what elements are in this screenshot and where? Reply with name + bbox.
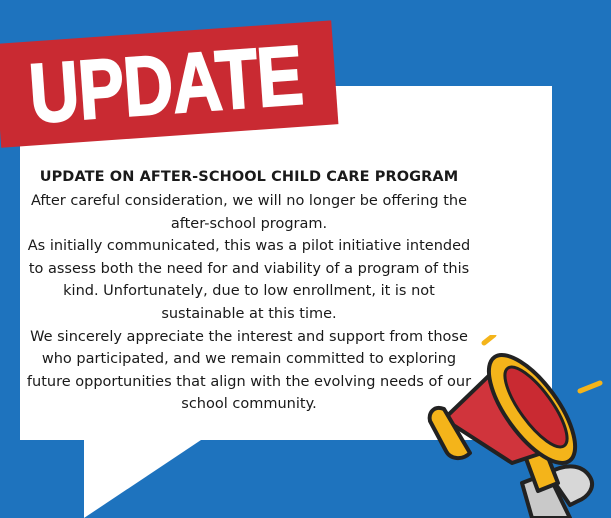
update-banner-label: UPDATE bbox=[26, 27, 306, 141]
speech-bubble-tail bbox=[84, 438, 204, 518]
notice-paragraph-2: As initially communicated, this was a pilot initiative intended to assess both the need for and viability of a program of this kind. Unfortunately, due to low enrollment, it is not sustainable at this time. bbox=[27, 238, 471, 322]
notice-content bbox=[24, 164, 474, 416]
notice-paragraph-3: We sincerely appreciate the interest and support from those who participated, and we remain committed to exploring future opportunities that align with the evolving needs of our school community. bbox=[26, 328, 472, 413]
megaphone-icon bbox=[420, 335, 611, 518]
notice-headline: UPDATE ON AFTER-SCHOOL CHILD CARE PROGRAM bbox=[39, 169, 459, 185]
notice-paragraph-1: After careful consideration, we will no longer be offering the after-school program. bbox=[30, 193, 468, 232]
